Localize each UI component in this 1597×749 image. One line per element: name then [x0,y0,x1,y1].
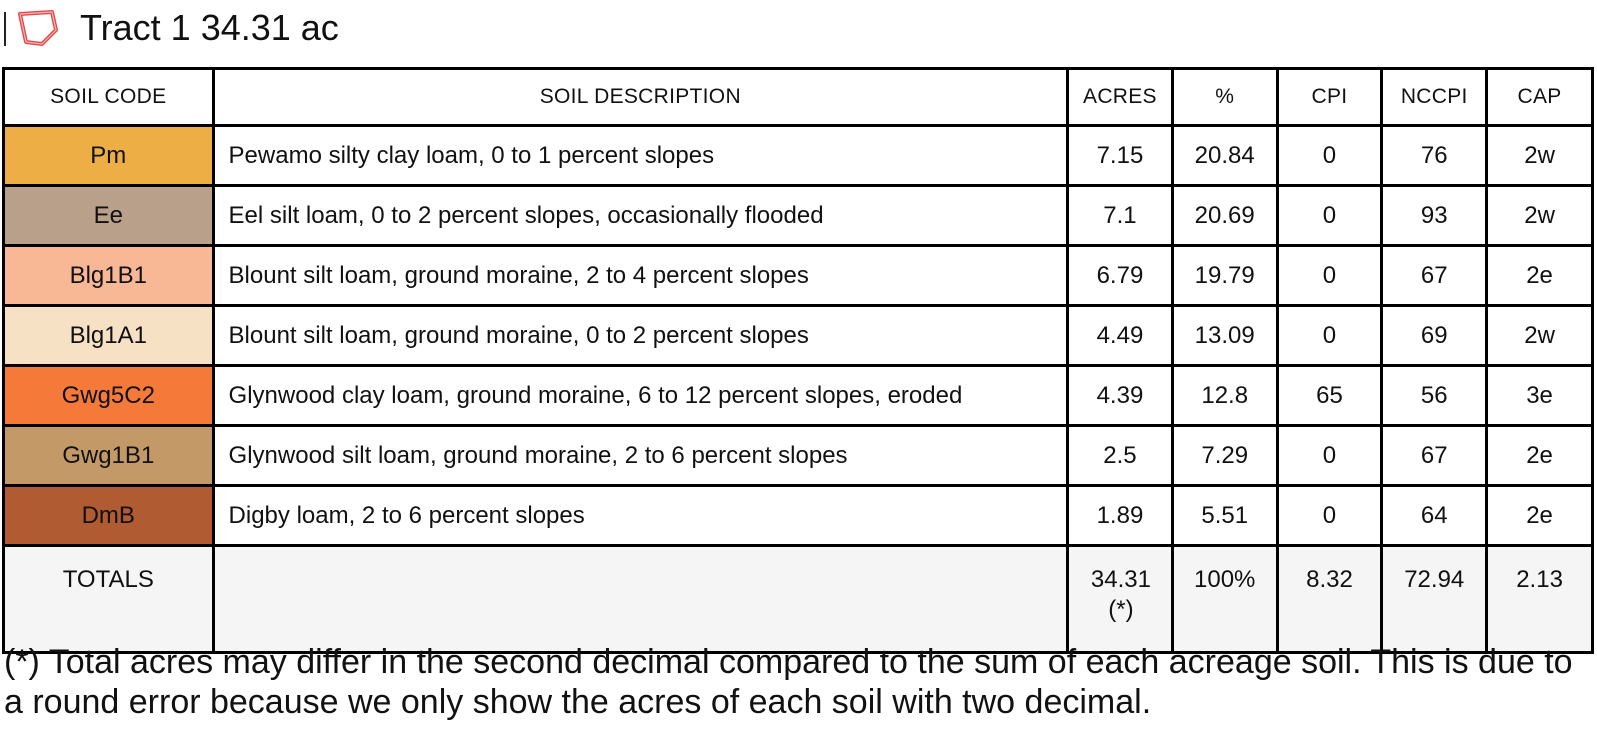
cap-cell: 2e [1487,486,1593,546]
header-percent: % [1172,69,1277,126]
cap-cell: 2w [1487,186,1593,246]
table-header-row [4,69,1593,126]
table-row [4,366,1593,426]
polygon-icon [16,8,60,50]
cap-cell: 2e [1487,246,1593,306]
nccpi-cell: 76 [1382,126,1487,186]
totals-row [4,546,1593,653]
soil-description-cell: Blount silt loam, ground moraine, 2 to 4 percent slopes [213,246,1068,306]
cpi-cell: 0 [1277,306,1382,366]
acres-cell: 1.89 [1068,486,1173,546]
footnote: (*) Total acres may differ in the second decimal compared to the sum of each acreage soil. This is due to a round error because we only show the acres of each soil with two decimal. [4,643,1573,721]
nccpi-cell: 64 [1382,486,1487,546]
acres-cell: 2.5 [1068,426,1173,486]
cpi-cell: 0 [1277,486,1382,546]
soil-description-cell: Glynwood clay loam, ground moraine, 6 to 12 percent slopes, eroded [213,366,1068,426]
table-row [4,486,1593,546]
cpi-cell: 65 [1277,366,1382,426]
header-acres: ACRES [1068,69,1173,126]
header-soil-code: SOIL CODE [4,69,214,126]
cpi-cell: 0 [1277,186,1382,246]
soil-code-cell: Pm [4,126,214,186]
percent-cell: 13.09 [1172,306,1277,366]
nccpi-cell: 93 [1382,186,1487,246]
percent-cell: 5.51 [1172,486,1277,546]
totals-cpi: 8.32 [1277,546,1382,653]
text-cursor [4,12,6,46]
table-row [4,126,1593,186]
soils-table [2,67,1594,654]
percent-cell: 19.79 [1172,246,1277,306]
totals-cap: 2.13 [1487,546,1593,653]
soil-description-cell: Eel silt loam, 0 to 2 percent slopes, occasionally flooded [213,186,1068,246]
cap-cell: 2w [1487,306,1593,366]
tract-header [0,0,1597,56]
header-nccpi: NCCPI [1382,69,1487,126]
soil-code-cell: DmB [4,486,214,546]
soil-description-cell: Pewamo silty clay loam, 0 to 1 percent slopes [213,126,1068,186]
soil-description-cell: Digby loam, 2 to 6 percent slopes [213,486,1068,546]
soil-code-cell: Gwg1B1 [4,426,214,486]
totals-nccpi: 72.94 [1382,546,1487,653]
soil-code-cell: Blg1B1 [4,246,214,306]
percent-cell: 20.69 [1172,186,1277,246]
soil-code-cell: Blg1A1 [4,306,214,366]
totals-label: TOTALS [4,546,214,653]
acres-cell: 4.39 [1068,366,1173,426]
totals-percent: 100% [1172,546,1277,653]
percent-cell: 20.84 [1172,126,1277,186]
cpi-cell: 0 [1277,126,1382,186]
acres-cell: 6.79 [1068,246,1173,306]
header-soil-description: SOIL DESCRIPTION [213,69,1068,126]
cpi-cell: 0 [1277,426,1382,486]
cap-cell: 2w [1487,126,1593,186]
percent-cell: 7.29 [1172,426,1277,486]
soil-code-cell: Ee [4,186,214,246]
header-cap: CAP [1487,69,1593,126]
nccpi-cell: 67 [1382,426,1487,486]
tract-title: Tract 1 34.31 ac [80,7,339,48]
table-row [4,426,1593,486]
table-row [4,186,1593,246]
table-row [4,306,1593,366]
cap-cell: 3e [1487,366,1593,426]
nccpi-cell: 56 [1382,366,1487,426]
table-row [4,246,1593,306]
header-cpi: CPI [1277,69,1382,126]
soil-description-cell: Blount silt loam, ground moraine, 0 to 2 percent slopes [213,306,1068,366]
totals-acres: 34.31(*) [1068,546,1173,653]
nccpi-cell: 67 [1382,246,1487,306]
cap-cell: 2e [1487,426,1593,486]
cpi-cell: 0 [1277,246,1382,306]
totals-description [213,546,1068,653]
acres-cell: 7.15 [1068,126,1173,186]
soil-code-cell: Gwg5C2 [4,366,214,426]
soil-description-cell: Glynwood silt loam, ground moraine, 2 to 6 percent slopes [213,426,1068,486]
nccpi-cell: 69 [1382,306,1487,366]
percent-cell: 12.8 [1172,366,1277,426]
acres-cell: 7.1 [1068,186,1173,246]
acres-cell: 4.49 [1068,306,1173,366]
